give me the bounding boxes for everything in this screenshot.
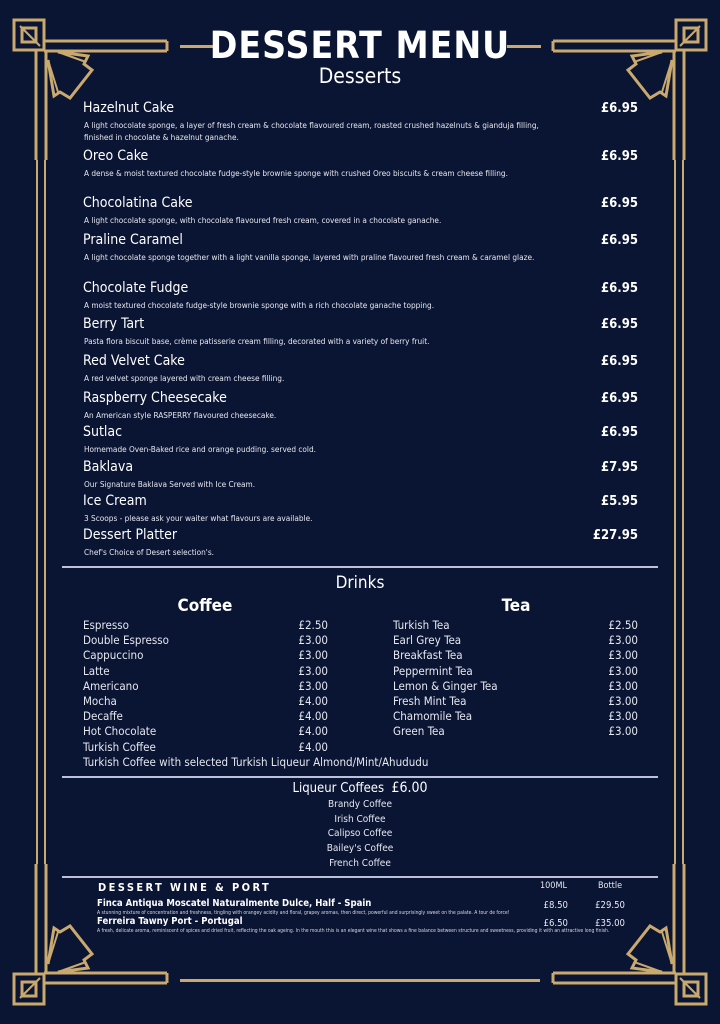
dessert-price: £6.95	[601, 354, 638, 369]
dessert-description: A light chocolate sponge together with a light vanilla sponge, layered with praline flavoured fresh cream & caramel glaze.	[84, 252, 535, 262]
dessert-description: A light chocolate sponge, a layer of fresh cream & chocolate flavoured cream, roasted crushed hazelnuts & gianduja filling, finished in chocolate & hazelnut ganache.	[84, 120, 539, 142]
dessert-name: Red Velvet Cake	[83, 353, 185, 369]
dessert-price: £6.95	[601, 196, 638, 211]
tea-price: £3.00	[608, 663, 638, 678]
coffee-name: Espresso	[83, 618, 129, 632]
section-title-desserts: Desserts	[318, 64, 402, 88]
dessert-name: Chocolate Fudge	[83, 280, 189, 296]
wine-description: A stunning mixture of concentration and freshness, tingling with orangey acidity and floral, grapey aromas, then direct, powerful and surprisingly sweet on the palate. A tour de force!	[97, 910, 510, 916]
dessert-price: £6.95	[601, 391, 638, 406]
dessert-name: Dessert Platter	[83, 527, 178, 543]
liqueur-title: Liqueur Coffees	[292, 781, 385, 796]
dessert-price: £7.95	[601, 460, 638, 475]
tea-price: £3.00	[608, 633, 638, 648]
dessert-price: £6.95	[601, 425, 638, 440]
liqueur-price: £6.00	[391, 780, 428, 796]
dessert-price: £6.95	[601, 317, 638, 332]
dessert-price: £6.95	[601, 149, 638, 164]
coffee-price: £3.00	[298, 678, 328, 693]
divider	[62, 566, 658, 568]
wine-name: Finca Antiqua Moscatel Naturalmente Dulce, Half - Spain	[97, 898, 372, 909]
dessert-price: £6.95	[601, 101, 638, 116]
dessert-name: Praline Caramel	[83, 232, 183, 248]
coffee-name: Latte	[83, 663, 110, 678]
dessert-price: £5.95	[601, 494, 638, 509]
coffee-price: £4.00	[298, 709, 328, 724]
dessert-name: Baklava	[83, 459, 134, 475]
tea-price: £3.00	[608, 694, 638, 708]
wine-col-100ml: 100ML	[540, 881, 567, 891]
coffee-price: £4.00	[298, 694, 328, 708]
tea-price: £3.00	[608, 648, 638, 663]
tea-heading: Tea	[501, 596, 531, 616]
dessert-name: Chocolatina Cake	[83, 195, 193, 211]
coffee-name: Hot Chocolate	[83, 724, 157, 739]
dessert-description: A dense & moist textured chocolate fudge-style brownie sponge with crushed Oreo biscuits & cream cheese filling.	[84, 168, 508, 178]
liqueur-item: French Coffee	[329, 857, 391, 869]
dessert-description: An American style RASPERRY flavoured cheesecake.	[84, 410, 277, 420]
wine-col-bottle: Bottle	[598, 881, 623, 891]
coffee-name: Decaffe	[83, 709, 123, 724]
wine-name: Ferreira Tawny Port - Portugal	[97, 916, 243, 927]
coffee-price: £3.00	[298, 663, 328, 678]
coffee-price: £2.50	[298, 618, 328, 632]
coffee-name: Mocha	[83, 694, 117, 708]
dessert-description: 3 Scoops - please ask your waiter what flavours are available.	[84, 513, 313, 523]
tea-name: Earl Grey Tea	[393, 633, 462, 648]
page-title: DESSERT MENU	[209, 24, 511, 67]
coffee-name: Americano	[83, 678, 139, 693]
bottom-line	[180, 979, 540, 982]
dessert-name: Hazelnut Cake	[83, 100, 175, 116]
coffee-price: £3.00	[298, 633, 328, 648]
tea-name: Lemon & Ginger Tea	[393, 678, 498, 693]
wine-price-bottle: £35.00	[595, 918, 625, 929]
turkish-coffee-note: Turkish Coffee with selected Turkish Liqueur Almond/Mint/Ahududu	[83, 755, 429, 769]
tea-name: Fresh Mint Tea	[393, 694, 467, 708]
dessert-description: A red velvet sponge layered with cream cheese filling.	[84, 373, 285, 383]
dessert-description: Chef's Choice of Desert selection's.	[84, 547, 215, 557]
divider	[62, 776, 658, 778]
dessert-name: Raspberry Cheesecake	[83, 390, 227, 406]
coffee-name: Turkish Coffee	[83, 739, 156, 754]
dessert-name: Ice Cream	[83, 493, 147, 509]
wine-price-bottle: £29.50	[595, 900, 625, 911]
dessert-description: A light chocolate sponge, with chocolate flavoured fresh cream, covered in a chocolate ganache.	[84, 215, 442, 225]
liqueur-item: Brandy Coffee	[327, 799, 393, 810]
tea-name: Chamomile Tea	[393, 709, 473, 724]
wine-price-100ml: £8.50	[543, 900, 568, 911]
tea-price: £3.00	[608, 709, 638, 724]
dessert-price: £6.95	[601, 281, 638, 296]
tea-name: Breakfast Tea	[393, 648, 463, 663]
tea-name: Turkish Tea	[393, 618, 450, 632]
wine-price-100ml: £6.50	[543, 918, 568, 929]
tea-name: Peppermint Tea	[393, 663, 473, 678]
dessert-name: Oreo Cake	[83, 148, 149, 164]
coffee-price: £3.00	[298, 648, 328, 663]
liqueur-heading	[0, 780, 720, 796]
coffee-price: £4.00	[298, 724, 328, 739]
tea-price: £3.00	[608, 678, 638, 693]
liqueur-item: Calipso Coffee	[327, 828, 393, 840]
tea-name: Green Tea	[393, 724, 445, 739]
coffee-heading: Coffee	[177, 596, 233, 616]
corner-ornament-bottom-right	[540, 864, 720, 1024]
dessert-description: Homemade Oven-Baked rice and orange pudding. served cold.	[84, 444, 316, 454]
section-title-drinks: Drinks	[335, 573, 385, 593]
liqueur-item: Irish Coffee	[334, 813, 386, 825]
coffee-name: Cappuccino	[83, 648, 144, 663]
left-border	[36, 160, 46, 864]
wine-description: A fresh, delicate aroma, reminiscent of spices and dried fruit, reflecting the oak ageing. In the mouth this is an elegant wine that shows a fine balance between structure and sweetness, providing it with an attractive long finish.	[97, 928, 610, 934]
dessert-name: Berry Tart	[83, 316, 145, 332]
dessert-price: £27.95	[592, 528, 638, 543]
coffee-price: £4.00	[298, 739, 328, 754]
dessert-description: Pasta flora biscuit base, crème patisserie cream filling, decorated with a variety of berry fruit.	[84, 336, 430, 346]
tea-price: £3.00	[608, 724, 638, 739]
tea-price: £2.50	[608, 618, 638, 632]
coffee-name: Double Espresso	[83, 633, 169, 648]
dessert-name: Sutlac	[83, 424, 123, 440]
dessert-description: Our Signature Baklava Served with Ice Cream.	[84, 479, 256, 489]
dessert-description: A moist textured chocolate fudge-style brownie sponge with a rich chocolate ganache topping.	[84, 300, 435, 310]
liqueur-item: Bailey's Coffee	[326, 843, 394, 855]
dessert-price: £6.95	[601, 233, 638, 248]
divider	[62, 876, 658, 878]
wine-heading: DESSERT WINE & PORT	[98, 881, 272, 894]
right-border	[674, 160, 684, 864]
